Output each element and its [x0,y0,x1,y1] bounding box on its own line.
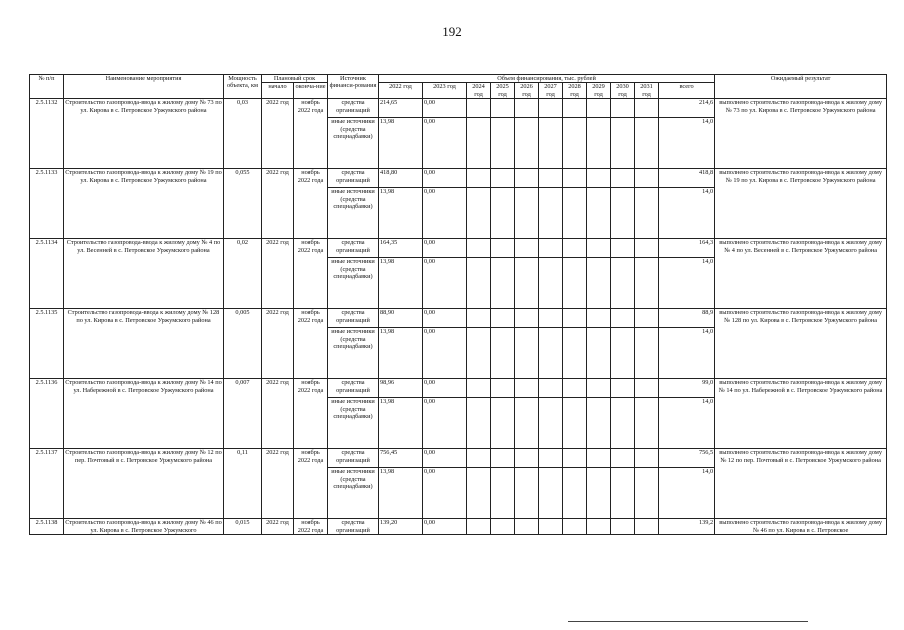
table-row [30,169,887,188]
row-source: средства организаций [328,99,379,118]
row-empty-year [635,328,659,379]
row-empty-year [539,239,563,258]
row-end: ноябрь 2022 года [294,309,328,379]
row-empty-year [539,379,563,398]
row-source: иные источники (средства спецнадбавки) [328,328,379,379]
funding-table [29,74,887,535]
row-empty-year [467,239,491,258]
row-2023: 0,00 [423,449,467,468]
row-capacity: 0,055 [224,169,262,239]
row-empty-year [611,328,635,379]
row-2022: 88,90 [379,309,423,328]
row-result: выполнено строительство газопровода-ввода к жилому дому № 46 по ул. Кирова в с. Петровское [715,519,887,535]
row-result: выполнено строительство газопровода-ввода к жилому дому № 4 по ул. Весенней в с. Петровское Уржумского района [715,239,887,309]
row-empty-year [611,169,635,188]
row-empty-year [491,99,515,118]
header-year: 2031 год [635,83,659,99]
row-empty-year [563,188,587,239]
row-source: иные источники (средства спецнадбавки) [328,188,379,239]
header-year: 2027 год [539,83,563,99]
header-year: 2029 год [587,83,611,99]
row-start: 2022 год [262,379,294,449]
row-empty-year [467,379,491,398]
row-empty-year [635,379,659,398]
row-empty-year [491,468,515,519]
row-num: 2.5.1134 [30,239,64,309]
row-empty-year [635,309,659,328]
row-name: Строительство газопровода-ввода к жилому дому № 46 по ул. Кирова в с. Петровское Уржумского [65,519,222,534]
header-num: № п/п [30,75,64,99]
row-result: выполнено строительство газопровода-ввода к жилому дому № 73 по ул. Кирова в с. Петровское Уржумского района [715,99,887,169]
row-2023: 0,00 [423,239,467,258]
header-year: 2025 год [491,83,515,99]
row-empty-year [491,328,515,379]
row-empty-year [563,398,587,449]
row-empty-year [491,398,515,449]
row-empty-year [467,258,491,309]
row-empty-year [635,99,659,118]
row-empty-year [611,99,635,118]
row-total: 14,0 [659,328,715,379]
row-total: 99,0 [659,379,715,398]
row-start: 2022 год [262,519,294,535]
header-source: Источник финанси-рования [328,75,379,99]
row-num: 2.5.1132 [30,99,64,169]
row-empty-year [515,328,539,379]
row-2022: 139,20 [379,519,423,535]
row-total: 14,0 [659,258,715,309]
header-year: 2028 год [563,83,587,99]
row-end: ноябрь 2022 года [294,239,328,309]
row-end: ноябрь 2022 года [294,169,328,239]
row-empty-year [539,169,563,188]
row-num: 2.5.1137 [30,449,64,519]
row-num: 2.5.1133 [30,169,64,239]
row-empty-year [467,468,491,519]
row-empty-year [635,258,659,309]
header-year: 2026 год [515,83,539,99]
header-year: 2022 год [379,83,423,99]
row-empty-year [467,398,491,449]
row-empty-year [563,169,587,188]
row-source: иные источники (средства спецнадбавки) [328,258,379,309]
row-2022: 13,98 [379,328,423,379]
row-empty-year [491,188,515,239]
row-empty-year [491,519,515,535]
row-source: средства организаций [328,449,379,468]
row-total: 14,0 [659,188,715,239]
row-total: 139,2 [659,519,715,535]
row-empty-year [515,379,539,398]
row-empty-year [539,188,563,239]
header-total: всего [659,83,715,99]
row-empty-year [563,309,587,328]
row-empty-year [611,309,635,328]
row-empty-year [491,258,515,309]
row-2023: 0,00 [423,468,467,519]
row-empty-year [611,239,635,258]
row-empty-year [563,328,587,379]
row-empty-year [635,519,659,535]
row-empty-year [563,468,587,519]
row-result: выполнено строительство газопровода-ввода к жилому дому № 19 по ул. Кирова в с. Петровское Уржумского района [715,169,887,239]
row-total: 756,5 [659,449,715,468]
row-empty-year [539,258,563,309]
row-capacity: 0,015 [224,519,262,535]
row-empty-year [515,309,539,328]
page-number: 192 [442,24,462,39]
row-2023: 0,00 [423,379,467,398]
row-total: 14,0 [659,118,715,169]
header-plan-start: начало [262,83,294,99]
row-empty-year [467,328,491,379]
row-result: выполнено строительство газопровода-ввода к жилому дому № 12 по пер. Почтовый в с. Петровское Уржумского района [715,449,887,519]
table-row [30,519,887,535]
row-empty-year [563,239,587,258]
row-empty-year [611,519,635,535]
row-total: 214,6 [659,99,715,118]
row-empty-year [539,398,563,449]
row-source: средства организаций [328,519,379,535]
row-end: ноябрь 2022 года [294,379,328,449]
row-empty-year [563,519,587,535]
row-empty-year [587,239,611,258]
row-num: 2.5.1135 [30,309,64,379]
row-source: средства организаций [328,309,379,328]
row-empty-year [491,239,515,258]
row-end: ноябрь 2022 года [294,449,328,519]
row-empty-year [635,239,659,258]
row-empty-year [587,258,611,309]
row-2023: 0,00 [423,309,467,328]
row-name: Строительство газопровода-ввода к жилому дому № 19 по ул. Кирова в с. Петровское Уржумского района [64,169,224,239]
row-empty-year [587,309,611,328]
row-2023: 0,00 [423,519,467,535]
row-2023: 0,00 [423,188,467,239]
row-empty-year [587,99,611,118]
row-empty-year [611,258,635,309]
row-empty-year [611,449,635,468]
row-empty-year [611,398,635,449]
row-source: средства организаций [328,379,379,398]
row-end: ноябрь 2022 года [294,99,328,169]
row-2022: 13,98 [379,468,423,519]
row-empty-year [587,169,611,188]
row-2022: 214,65 [379,99,423,118]
row-2023: 0,00 [423,258,467,309]
row-num: 2.5.1136 [30,379,64,449]
row-capacity: 0,11 [224,449,262,519]
row-source: средства организаций [328,169,379,188]
row-empty-year [467,99,491,118]
row-empty-year [467,169,491,188]
row-result: выполнено строительство газопровода-ввода к жилому дому № 128 по ул. Кирова в с. Петровское Уржумского района [715,309,887,379]
row-empty-year [587,519,611,535]
row-num: 2.5.1138 [30,519,64,535]
row-empty-year [515,468,539,519]
row-empty-year [467,309,491,328]
row-empty-year [491,449,515,468]
row-start: 2022 год [262,309,294,379]
row-empty-year [515,99,539,118]
row-empty-year [587,449,611,468]
row-total: 164,3 [659,239,715,258]
row-2022: 418,80 [379,169,423,188]
header-name: Наименование мероприятия [64,75,224,99]
row-empty-year [611,188,635,239]
header-plan-end: оконча-ние [294,83,328,99]
row-empty-year [611,118,635,169]
row-empty-year [515,398,539,449]
row-empty-year [611,379,635,398]
row-empty-year [539,449,563,468]
row-empty-year [563,99,587,118]
row-2023: 0,00 [423,99,467,118]
table-header [30,75,887,99]
row-empty-year [635,188,659,239]
row-empty-year [587,328,611,379]
row-source: иные источники (средства спецнадбавки) [328,118,379,169]
row-empty-year [587,468,611,519]
table-row [30,99,887,118]
header-plan-term: Плановый срок [262,75,328,83]
row-empty-year [587,188,611,239]
row-total: 14,0 [659,398,715,449]
row-empty-year [611,468,635,519]
row-empty-year [515,519,539,535]
row-empty-year [515,449,539,468]
row-empty-year [563,258,587,309]
table-row [30,239,887,258]
row-empty-year [539,309,563,328]
table-row [30,379,887,398]
row-empty-year [515,258,539,309]
row-empty-year [491,169,515,188]
row-total: 418,8 [659,169,715,188]
header-year: 2023 год [423,83,467,99]
row-name: Строительство газопровода-ввода к жилому дому № 4 по ул. Весенней в с. Петровское Уржумского района [64,239,224,309]
row-2022: 164,35 [379,239,423,258]
row-name: Строительство газопровода-ввода к жилому дому № 14 по ул. Набережной в с. Петровское Уржумского района [64,379,224,449]
table-row [30,449,887,468]
row-source: средства организаций [328,239,379,258]
row-2022: 98,96 [379,379,423,398]
row-2022: 13,98 [379,188,423,239]
row-2023: 0,00 [423,328,467,379]
row-total: 14,0 [659,468,715,519]
row-2022: 13,98 [379,258,423,309]
row-empty-year [563,118,587,169]
row-2023: 0,00 [423,398,467,449]
footer-divider [568,621,808,622]
row-capacity: 0,03 [224,99,262,169]
row-empty-year [491,118,515,169]
table-row [30,309,887,328]
header-year: 2024 год [467,83,491,99]
header-result: Ожидаемый результат [715,75,887,99]
row-empty-year [491,309,515,328]
row-2022: 13,98 [379,398,423,449]
row-empty-year [467,188,491,239]
row-empty-year [467,449,491,468]
row-2022: 756,45 [379,449,423,468]
row-capacity: 0,007 [224,379,262,449]
row-empty-year [563,379,587,398]
row-2022: 13,98 [379,118,423,169]
row-name: Строительство газопровода-ввода к жилому дому № 128 по ул. Кирова в с. Петровское Уржумского района [64,309,224,379]
row-start: 2022 год [262,239,294,309]
row-source: иные источники (средства спецнадбавки) [328,398,379,449]
row-empty-year [467,519,491,535]
row-name: Строительство газопровода-ввода к жилому дому № 12 по пер. Почтовый в с. Петровское Уржумского района [64,449,224,519]
row-empty-year [587,398,611,449]
row-capacity: 0,02 [224,239,262,309]
row-empty-year [587,379,611,398]
row-start: 2022 год [262,449,294,519]
row-empty-year [491,379,515,398]
row-empty-year [467,118,491,169]
row-empty-year [587,118,611,169]
row-empty-year [539,118,563,169]
row-empty-year [515,169,539,188]
row-2023: 0,00 [423,118,467,169]
row-empty-year [635,398,659,449]
row-empty-year [515,188,539,239]
row-empty-year [635,449,659,468]
table-body [30,99,887,535]
row-end: ноябрь 2022 года [294,519,328,535]
row-empty-year [539,519,563,535]
row-empty-year [563,449,587,468]
row-empty-year [539,99,563,118]
row-empty-year [515,239,539,258]
row-name: Строительство газопровода-ввода к жилому дому № 73 по ул. Кирова в с. Петровское Уржумского района [64,99,224,169]
row-total: 88,9 [659,309,715,328]
row-empty-year [635,468,659,519]
row-empty-year [515,118,539,169]
row-source: иные источники (средства спецнадбавки) [328,468,379,519]
row-empty-year [635,118,659,169]
header-capacity: Мощность объекта, км [224,75,262,99]
row-start: 2022 год [262,99,294,169]
row-empty-year [539,468,563,519]
row-empty-year [635,169,659,188]
header-funding: Объем финансирования, тыс. рублей [379,75,715,83]
row-empty-year [539,328,563,379]
header-year: 2030 год [611,83,635,99]
row-2023: 0,00 [423,169,467,188]
row-result: выполнено строительство газопровода-ввода к жилому дому № 14 по ул. Набережной в с. Петровское Уржумского района [715,379,887,449]
row-start: 2022 год [262,169,294,239]
row-capacity: 0,005 [224,309,262,379]
